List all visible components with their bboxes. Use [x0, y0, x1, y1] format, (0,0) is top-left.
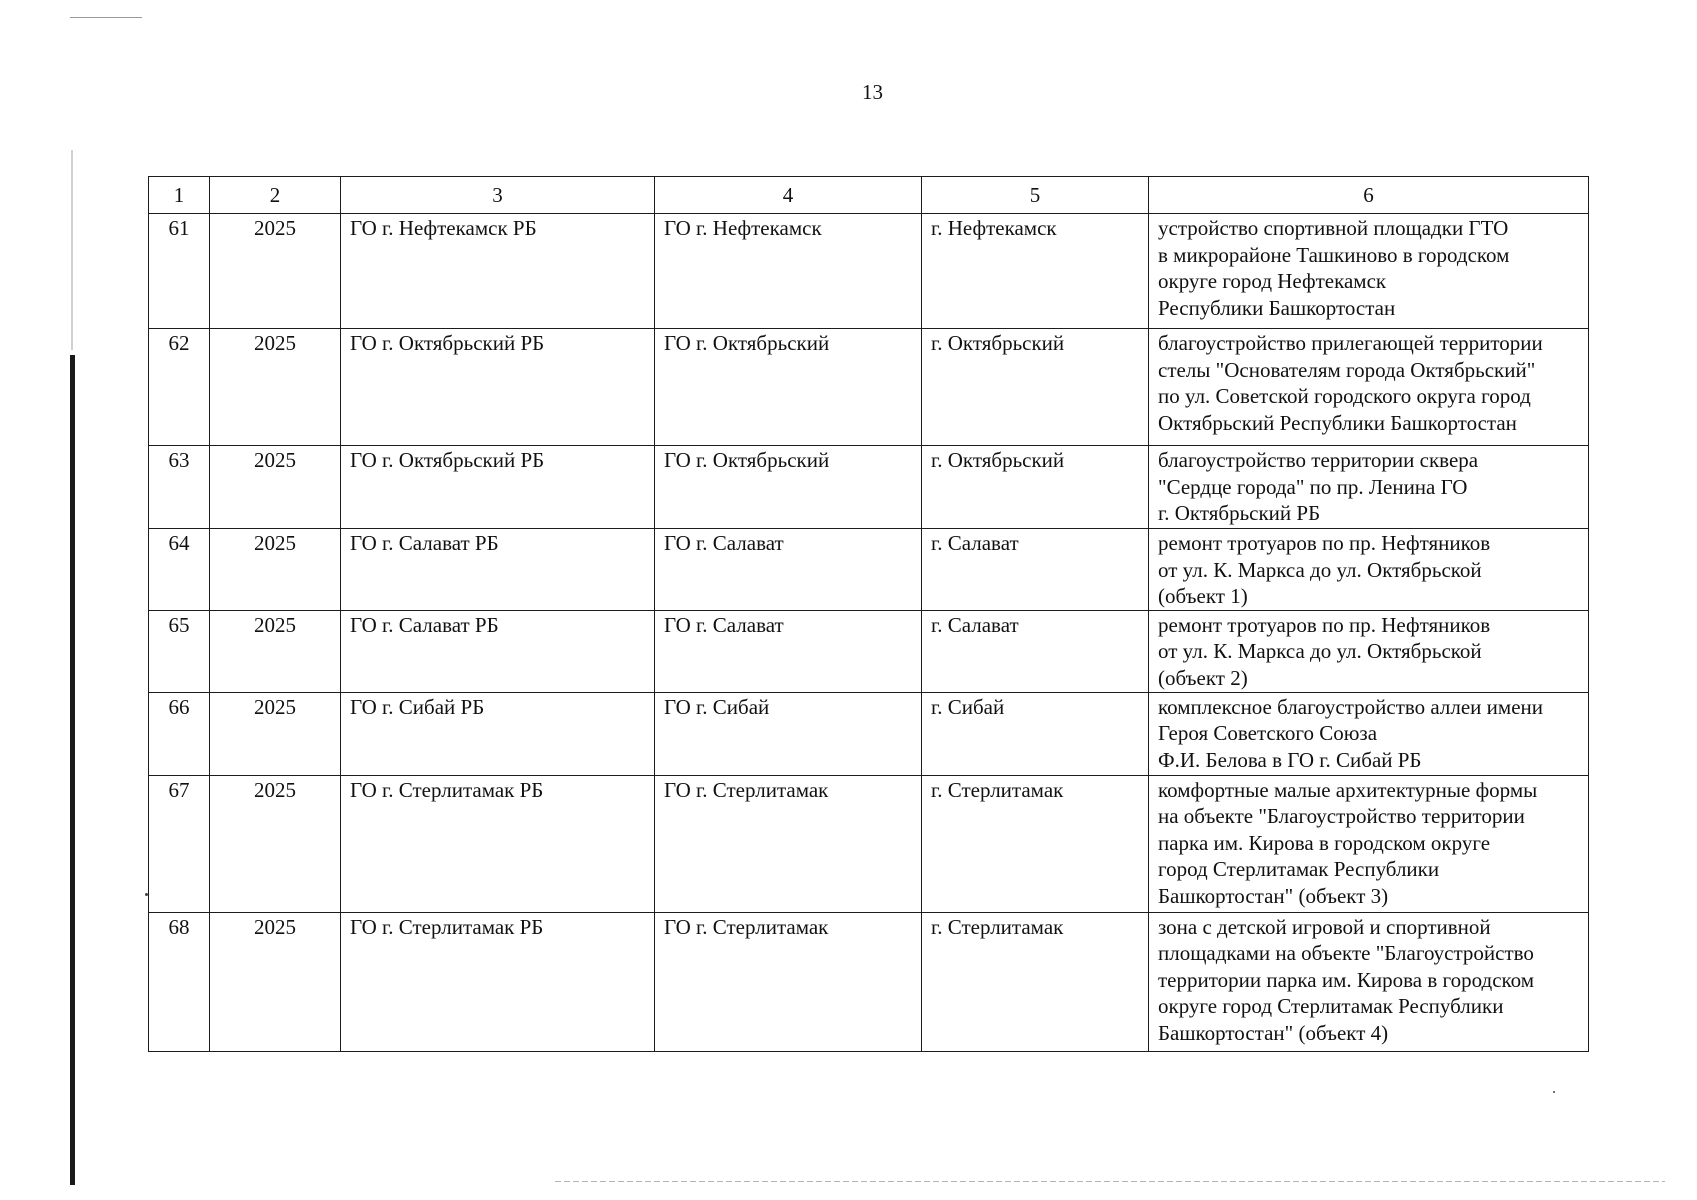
table-header-row [149, 177, 1589, 214]
description-line: (объект 1) [1158, 584, 1248, 608]
row-number: 61 [149, 214, 210, 329]
table-row [149, 692, 1589, 775]
table-row [149, 329, 1589, 446]
description-line: Республики Башкортостан [1158, 295, 1396, 320]
document-table [148, 176, 1589, 1052]
municipality-cell: ГО г. Нефтекамск [655, 214, 922, 329]
description-line: от ул. К. Маркса до ул. Октябрьской [1158, 639, 1482, 663]
column-header: 6 [1149, 177, 1589, 214]
description-cell [1149, 610, 1589, 692]
description-line: в микрорайоне Ташкиново в городском [1158, 242, 1510, 267]
table-row [149, 446, 1589, 529]
table-row [149, 775, 1589, 912]
description-line: благоустройство прилегающей территории [1158, 331, 1543, 355]
row-year: 2025 [210, 329, 341, 446]
description-line: зона с детской игровой и спортивной [1158, 914, 1491, 939]
description-cell [1149, 529, 1589, 611]
recipient-cell: ГО г. Сибай РБ [341, 692, 655, 775]
settlement-cell: г. Октябрьский [922, 446, 1149, 529]
municipality-cell: ГО г. Октябрьский [655, 446, 922, 529]
column-header: 1 [149, 177, 210, 214]
settlement-cell: г. Стерлитамак [922, 775, 1149, 912]
table-row [149, 912, 1589, 1051]
description-cell [1149, 692, 1589, 775]
description-line: Героя Советского Союза [1158, 721, 1378, 745]
municipality-cell: ГО г. Стерлитамак [655, 775, 922, 912]
row-year: 2025 [210, 529, 341, 611]
description-line: Ф.И. Белова в ГО г. Сибай РБ [1158, 747, 1422, 772]
scan-artifact-left-edge [70, 355, 75, 1185]
description-line: Октябрьский Республики Башкортостан [1158, 410, 1517, 435]
description-line: комплексное благоустройство аллеи имени [1158, 694, 1543, 719]
recipient-cell: ГО г. Октябрьский РБ [341, 329, 655, 446]
row-year: 2025 [210, 610, 341, 692]
page-number: 13 [862, 80, 883, 104]
settlement-cell: г. Стерлитамак [922, 912, 1149, 1051]
description-cell [1149, 775, 1589, 912]
description-cell [1149, 329, 1589, 446]
description-cell [1149, 446, 1589, 529]
description-cell [1149, 912, 1589, 1051]
description-line: площадками на объекте "Благоустройство [1158, 941, 1534, 965]
municipality-cell: ГО г. Салават [655, 529, 922, 611]
row-number: 63 [149, 446, 210, 529]
description-line: город Стерлитамак Республики [1158, 857, 1440, 881]
description-line: округе город Стерлитамак Республики [1158, 994, 1504, 1018]
recipient-cell: ГО г. Стерлитамак РБ [341, 775, 655, 912]
description-line: благоустройство территории сквера [1158, 448, 1479, 472]
row-year: 2025 [210, 214, 341, 329]
recipient-cell: ГО г. Салават РБ [341, 610, 655, 692]
description-cell [1149, 214, 1589, 329]
column-header: 3 [341, 177, 655, 214]
municipality-cell: ГО г. Стерлитамак [655, 912, 922, 1051]
row-number: 67 [149, 775, 210, 912]
description-line: от ул. К. Маркса до ул. Октябрьской [1158, 557, 1482, 582]
scan-artifact-dot [1553, 1091, 1555, 1093]
row-number: 62 [149, 329, 210, 446]
table-row [149, 529, 1589, 611]
row-number: 64 [149, 529, 210, 611]
scan-artifact-left-faint-edge [71, 150, 73, 350]
scan-artifact-top-line [70, 17, 142, 18]
description-line: территории парка им. Кирова в городском [1158, 967, 1535, 992]
recipient-cell: ГО г. Октябрьский РБ [341, 446, 655, 529]
column-header: 5 [922, 177, 1149, 214]
description-line: Башкортостан" (объект 3) [1158, 883, 1389, 908]
row-year: 2025 [210, 912, 341, 1051]
scan-artifact-bottom-line [555, 1181, 1665, 1182]
row-year: 2025 [210, 692, 341, 775]
description-line: (объект 2) [1158, 665, 1248, 690]
table-row [149, 610, 1589, 692]
description-line: комфортные малые архитектурные формы [1158, 777, 1538, 802]
description-line: Башкортостан" (объект 4) [1158, 1020, 1389, 1045]
description-line: округе город Нефтекамск [1158, 269, 1387, 293]
municipality-cell: ГО г. Октябрьский [655, 329, 922, 446]
settlement-cell: г. Салават [922, 529, 1149, 611]
table-row [149, 214, 1589, 329]
column-header: 4 [655, 177, 922, 214]
description-line: стелы "Основателям города Октябрьский" [1158, 357, 1536, 382]
recipient-cell: ГО г. Салават РБ [341, 529, 655, 611]
municipality-cell: ГО г. Сибай [655, 692, 922, 775]
row-number: 65 [149, 610, 210, 692]
description-line: г. Октябрьский РБ [1158, 501, 1321, 525]
row-year: 2025 [210, 775, 341, 912]
description-line: парка им. Кирова в городском округе [1158, 830, 1491, 855]
description-line: по ул. Советской городского округа город [1158, 384, 1531, 408]
recipient-cell: ГО г. Нефтекамск РБ [341, 214, 655, 329]
settlement-cell: г. Сибай [922, 692, 1149, 775]
settlement-cell: г. Октябрьский [922, 329, 1149, 446]
settlement-cell: г. Салават [922, 610, 1149, 692]
description-line: на объекте "Благоустройство территории [1158, 804, 1525, 828]
recipient-cell: ГО г. Стерлитамак РБ [341, 912, 655, 1051]
description-line: устройство спортивной площадки ГТО [1158, 216, 1509, 240]
description-line: ремонт тротуаров по пр. Нефтяников [1158, 612, 1491, 637]
settlement-cell: г. Нефтекамск [922, 214, 1149, 329]
description-line: "Сердце города" по пр. Ленина ГО [1158, 474, 1468, 499]
row-number: 68 [149, 912, 210, 1051]
row-year: 2025 [210, 446, 341, 529]
description-line: ремонт тротуаров по пр. Нефтяников [1158, 531, 1491, 555]
municipality-cell: ГО г. Салават [655, 610, 922, 692]
row-number: 66 [149, 692, 210, 775]
column-header: 2 [210, 177, 341, 214]
